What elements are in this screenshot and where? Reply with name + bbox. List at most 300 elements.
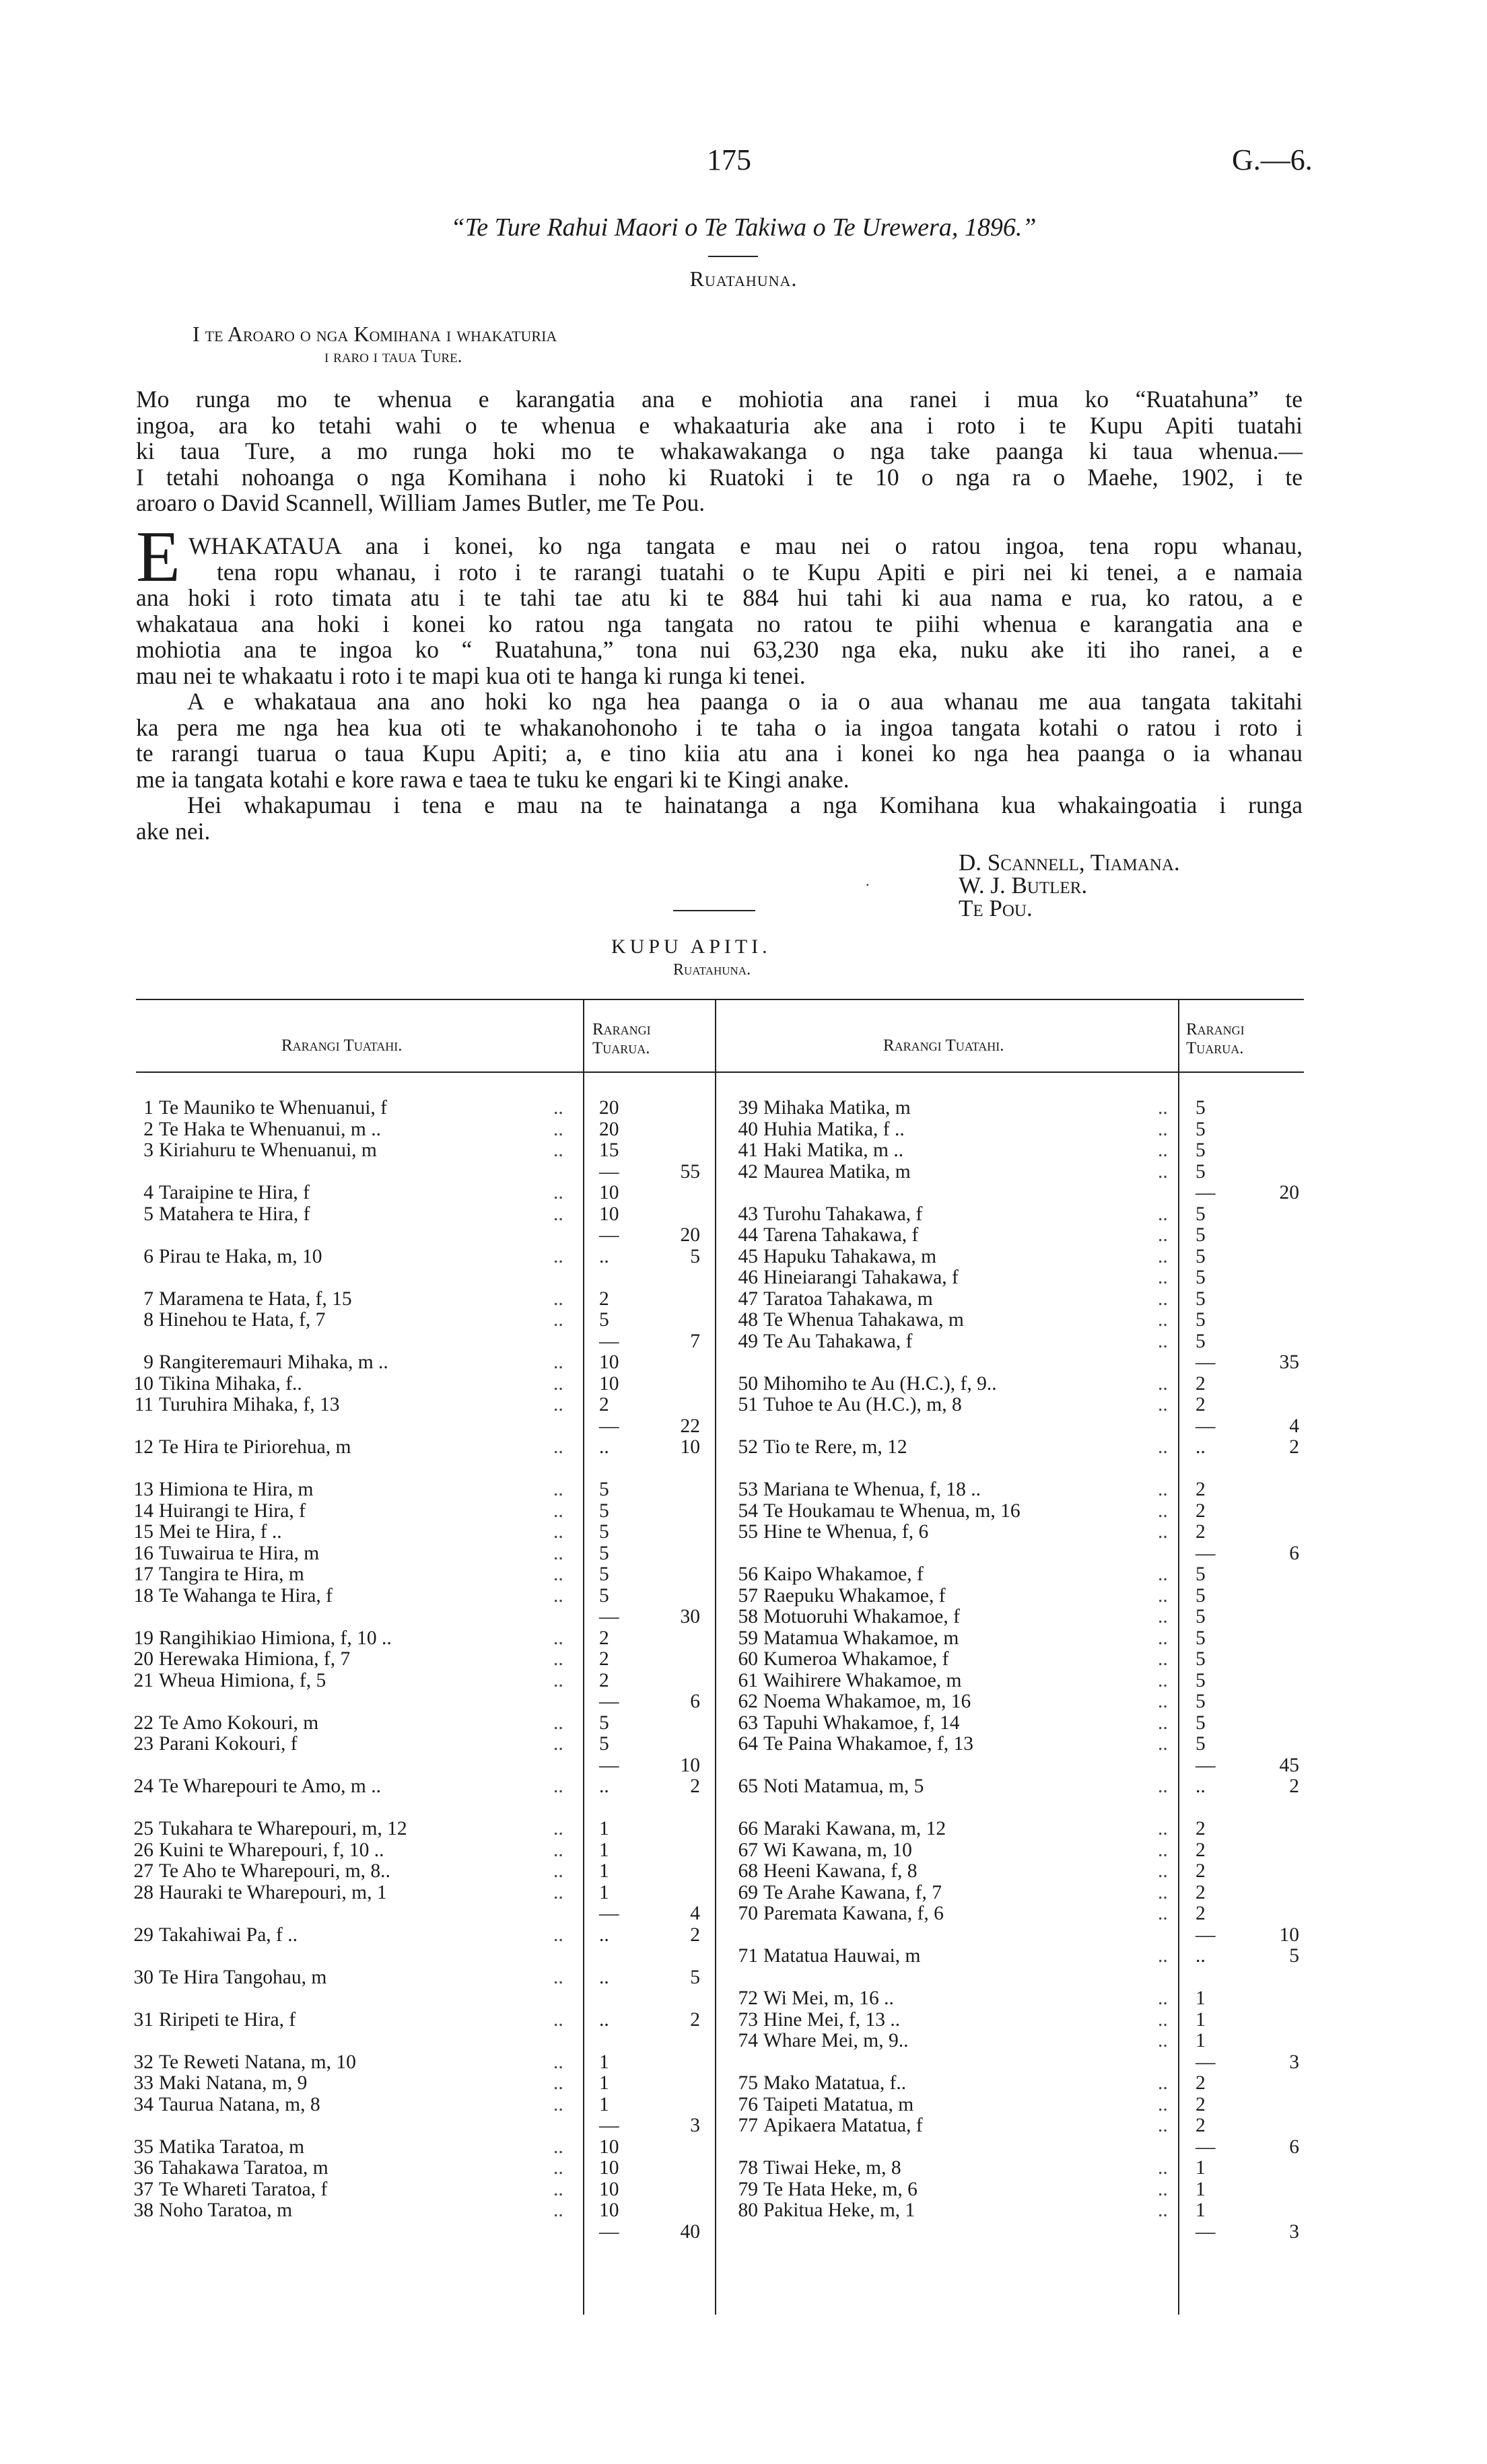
entry-number: 76 <box>738 2093 758 2115</box>
leader-dots: .. <box>553 1394 563 1415</box>
leader-dots: .. <box>1158 1818 1168 1839</box>
entry-share: 10 <box>599 2178 619 2200</box>
entry-number: 77 <box>738 2115 758 2136</box>
entry-share: 20 <box>599 1118 619 1140</box>
entry-share: .. <box>1196 1775 1206 1797</box>
leader-dots: .. <box>1158 2157 1168 2179</box>
subtotal-dash: — <box>599 1606 619 1627</box>
entry-total: 2 <box>690 1924 700 1946</box>
entry-share: 5 <box>1196 1160 1206 1183</box>
entry-name: Turohu Tahakawa, f <box>763 1203 923 1225</box>
entry-number: 36 <box>133 2157 153 2179</box>
entry-total: 5 <box>690 1245 700 1267</box>
leader-dots: .. <box>1158 1203 1168 1225</box>
page-number: 175 <box>707 143 751 176</box>
entry-name: Waihirere Whakamoe, m <box>763 1669 962 1691</box>
leader-dots: .. <box>553 1839 563 1861</box>
leader-dots: .. <box>553 1351 563 1373</box>
entry-name: Motuoruhi Whakamoe, f <box>763 1606 960 1627</box>
entry-share: 1 <box>1196 2157 1206 2179</box>
entry-name: Te Houkamau te Whenua, m, 16 <box>763 1500 1021 1522</box>
entry-share: 2 <box>1196 2093 1206 2115</box>
entry-number: 74 <box>738 2030 758 2051</box>
entry-share: 2 <box>1196 1839 1206 1861</box>
entry-share: 10 <box>599 2157 619 2179</box>
entry-number: 18 <box>133 1584 153 1607</box>
entry-share: 5 <box>1196 1691 1206 1712</box>
entry-number: 27 <box>133 1860 153 1882</box>
entry-number: 23 <box>133 1733 153 1755</box>
entry-share: 5 <box>1196 1203 1206 1225</box>
leader-dots: .. <box>553 1712 563 1734</box>
subtotal-dash: — <box>1196 2136 1216 2158</box>
entry-number: 10 <box>133 1372 153 1395</box>
entry-share: 5 <box>599 1521 609 1543</box>
entry-number: 61 <box>738 1669 758 1691</box>
entry-share: 1 <box>1196 1987 1206 2009</box>
entry-name: Tuhoe te Au (H.C.), m, 8 <box>763 1394 962 1415</box>
schedule-subtitle: Ruatahuna. <box>673 961 751 979</box>
leader-dots: .. <box>1158 1394 1168 1415</box>
entry-name: Turuhira Mihaka, f, 13 <box>159 1394 340 1415</box>
leader-dots: .. <box>553 1627 563 1649</box>
entry-total: 30 <box>680 1606 700 1627</box>
entry-name: Maramena te Hata, f, 15 <box>159 1288 352 1310</box>
entry-number: 2 <box>143 1118 153 1140</box>
entry-number: 42 <box>738 1160 758 1183</box>
entry-name: Hine Mei, f, 13 .. <box>763 2008 901 2031</box>
leader-dots: .. <box>553 2051 563 2073</box>
entry-number: 25 <box>133 1818 153 1839</box>
entry-number: 71 <box>738 1945 758 1967</box>
entry-total: 2 <box>690 1775 700 1797</box>
entry-name: Te Whareti Taratoa, f <box>159 2178 328 2200</box>
p2-line: ana hoki i roto timata atu i te tahi tae atu ki te 884 hui tahi ki aua nama e rua, ko ratou, a e <box>136 584 1303 611</box>
entry-total: 3 <box>690 2115 700 2136</box>
entry-share: 5 <box>599 1500 609 1522</box>
entry-number: 67 <box>738 1839 758 1861</box>
leader-dots: .. <box>553 2136 563 2158</box>
signature-te-pou: Te Pou. <box>959 895 1033 921</box>
entry-name: Kaipo Whakamoe, f <box>763 1563 924 1585</box>
header-list-2-left-b: Tuarua. <box>592 1039 650 1057</box>
entry-number: 45 <box>738 1245 758 1267</box>
leader-dots: .. <box>553 2157 563 2179</box>
entry-share: 5 <box>599 1733 609 1755</box>
header-list-2-left-a: Rarangi <box>592 1020 651 1039</box>
entry-number: 62 <box>738 1691 758 1712</box>
table-header-rule <box>136 1071 1304 1073</box>
entry-total: 20 <box>1279 1182 1299 1203</box>
leader-dots: .. <box>1158 1584 1168 1607</box>
leader-dots: .. <box>1158 1479 1168 1500</box>
leader-dots: .. <box>1158 1521 1168 1543</box>
entry-number: 47 <box>738 1288 758 1310</box>
entry-number: 65 <box>738 1775 758 1797</box>
leader-dots: .. <box>1158 2072 1168 2094</box>
leader-dots: .. <box>1158 1627 1168 1649</box>
entry-number: 15 <box>133 1521 153 1543</box>
entry-total: 6 <box>690 1691 700 1712</box>
leader-dots: .. <box>1158 1691 1168 1712</box>
entry-number: 75 <box>738 2072 758 2094</box>
entry-number: 26 <box>133 1839 153 1861</box>
entry-name: Hinehou te Hata, f, 7 <box>159 1309 326 1331</box>
table-divider-2 <box>715 999 716 2315</box>
leader-dots: .. <box>1158 2030 1168 2051</box>
entry-total: 10 <box>680 1436 700 1458</box>
entry-number: 35 <box>133 2136 153 2158</box>
entry-name: Tiwai Heke, m, 8 <box>763 2157 901 2179</box>
entry-number: 54 <box>738 1500 758 1522</box>
leader-dots: .. <box>553 1733 563 1755</box>
entry-share: 2 <box>1196 1394 1206 1415</box>
preamble-line-1: I te Aroaro o nga Komihana i whakaturia <box>193 322 557 346</box>
p2-first-line: tena ropu whanau, i roto i te rarangi tuatahi o te Kupu Apiti e piri nei ki tenei, a e namaia <box>217 558 1303 586</box>
entry-number: 70 <box>738 1903 758 1924</box>
entry-name: Tukahara te Wharepouri, m, 12 <box>159 1818 407 1839</box>
entry-share: 2 <box>1196 2072 1206 2094</box>
entry-number: 79 <box>738 2178 758 2200</box>
entry-number: 21 <box>133 1669 153 1691</box>
header-list-2-right-b: Tuarua. <box>1186 1039 1244 1057</box>
p1-line: Mo runga mo te whenua e karangatia ana e mohiotia ana ranei i mua ko “Ruatahuna” te <box>136 386 1303 413</box>
entry-number: 5 <box>143 1203 153 1225</box>
leader-dots: .. <box>1158 1436 1168 1458</box>
entry-name: Matatua Hauwai, m <box>763 1945 921 1967</box>
entry-share: 5 <box>599 1584 609 1607</box>
entry-name: Mako Matatua, f.. <box>763 2072 907 2094</box>
p1-line: ki taua Ture, a mo runga hoki mo te whakawakanga o nga take paanga ki taua whenua.— <box>136 437 1303 464</box>
entry-number: 33 <box>133 2072 153 2094</box>
leader-dots: .. <box>1158 1372 1168 1395</box>
p3-line: me ia tangata kotahi e kore rawa e taea te tuku ke engari ki te Kingi anake. <box>136 765 850 793</box>
entry-number: 69 <box>738 1881 758 1903</box>
entry-name: Matika Taratoa, m <box>159 2136 305 2158</box>
entry-name: Te Haka te Whenuanui, m .. <box>159 1118 381 1140</box>
leader-dots: .. <box>553 1182 563 1203</box>
subtotal-dash: — <box>1196 1415 1216 1437</box>
p2-first-line: WHAKATAUA ana i konei, ko nga tangata e mau nei o ratou ingoa, tena ropu whanau, <box>188 532 1303 559</box>
entry-name: Raepuku Whakamoe, f <box>763 1584 946 1607</box>
leader-dots: .. <box>1158 1309 1168 1331</box>
entry-share: .. <box>599 2008 609 2031</box>
entry-total: 3 <box>1289 2220 1299 2243</box>
subtotal-dash: — <box>599 1903 619 1924</box>
subtotal-dash: — <box>599 2115 619 2136</box>
leader-dots: .. <box>553 1097 563 1119</box>
leader-dots: .. <box>1158 1139 1168 1161</box>
p3-line: te rarangi tuarua o taua Kupu Apiti; a, e tino kiia atu ana i konei ko nga hea paanga o ia whanau <box>136 740 1303 767</box>
entry-share: 5 <box>1196 1267 1206 1288</box>
entry-name: Haki Matika, m .. <box>763 1139 904 1161</box>
entry-share: 2 <box>1196 1860 1206 1882</box>
subtotal-dash: — <box>1196 1182 1216 1203</box>
entry-share: 2 <box>599 1288 609 1310</box>
entry-total: 4 <box>690 1903 700 1924</box>
entry-name: Te Arahe Kawana, f, 7 <box>763 1881 942 1903</box>
entry-share: 2 <box>1196 1881 1206 1903</box>
entry-number: 46 <box>738 1267 758 1288</box>
leader-dots: .. <box>1158 1160 1168 1183</box>
entry-total: 2 <box>1289 1436 1299 1458</box>
entry-number: 12 <box>133 1436 153 1458</box>
entry-share: 2 <box>1196 1479 1206 1500</box>
leader-dots: .. <box>1158 1903 1168 1924</box>
entry-number: 28 <box>133 1881 153 1903</box>
entry-name: Wheua Himiona, f, 5 <box>159 1669 326 1691</box>
entry-name: Te Wahanga te Hira, f <box>159 1584 333 1607</box>
entry-number: 64 <box>738 1733 758 1755</box>
leader-dots: .. <box>553 2008 563 2031</box>
p2-line: mau nei te whakaatu i roto i te mapi kua oti te hanga ki runga ki tenei. <box>136 662 806 689</box>
entry-name: Heeni Kawana, f, 8 <box>763 1860 918 1882</box>
leader-dots: .. <box>553 1479 563 1500</box>
entry-name: Te Hata Heke, m, 6 <box>763 2178 918 2200</box>
entry-name: Te Hira Tangohau, m <box>159 1966 327 1988</box>
entry-number: 19 <box>133 1627 153 1649</box>
entry-number: 20 <box>133 1648 153 1670</box>
leader-dots: .. <box>1158 1712 1168 1734</box>
entry-share: 1 <box>1196 2199 1206 2221</box>
entry-total: 10 <box>1279 1924 1299 1946</box>
leader-dots: .. <box>1158 1563 1168 1585</box>
leader-dots: .. <box>553 1563 563 1585</box>
entry-name: Te Hira te Piriorehua, m <box>159 1436 351 1458</box>
leader-dots: .. <box>553 1372 563 1395</box>
subtotal-dash: — <box>599 2220 619 2243</box>
entry-share: 5 <box>1196 1288 1206 1310</box>
entry-share: .. <box>1196 1945 1206 1967</box>
entry-name: Tuwairua te Hira, m <box>159 1542 320 1564</box>
entry-number: 44 <box>738 1224 758 1246</box>
entry-total: 5 <box>690 1966 700 1988</box>
leader-dots: .. <box>1158 2093 1168 2115</box>
entry-name: Tapuhi Whakamoe, f, 14 <box>763 1712 960 1734</box>
entry-total: 40 <box>680 2220 700 2243</box>
p1-line: I tetahi nohoanga o nga Komihana i noho ki Ruatoki i te 10 o nga ra o Maehe, 1902, i te <box>136 463 1303 491</box>
entry-number: 16 <box>133 1542 153 1564</box>
drop-cap: E <box>136 517 180 597</box>
block-name: Ruatahuna. <box>689 267 798 291</box>
leader-dots: .. <box>553 1584 563 1607</box>
subtotal-dash: — <box>1196 1754 1216 1776</box>
leader-dots: .. <box>1158 1267 1168 1288</box>
subtotal-dash: — <box>1196 1542 1216 1564</box>
entry-share: 2 <box>1196 1521 1206 1543</box>
leader-dots: .. <box>1158 1775 1168 1797</box>
entry-share: 10 <box>599 1372 619 1395</box>
entry-number: 11 <box>134 1394 153 1415</box>
entry-share: 2 <box>1196 1372 1206 1395</box>
entry-share: 5 <box>599 1712 609 1734</box>
entry-name: Kiriahuru te Whenuanui, m <box>159 1139 377 1161</box>
leader-dots: .. <box>1158 2199 1168 2221</box>
leader-dots: .. <box>553 1139 563 1161</box>
subtotal-dash: — <box>1196 1351 1216 1373</box>
entry-share: .. <box>599 1966 609 1988</box>
entry-number: 53 <box>738 1479 758 1500</box>
entry-share: 5 <box>1196 1733 1206 1755</box>
entry-share: 5 <box>599 1309 609 1331</box>
p4-line: ake nei. <box>136 817 211 845</box>
entry-number: 8 <box>143 1309 153 1331</box>
entry-share: 10 <box>599 2136 619 2158</box>
entry-name: Te Mauniko te Whenuanui, f <box>159 1097 388 1119</box>
leader-dots: .. <box>553 1924 563 1946</box>
signature-dot: . <box>866 872 870 889</box>
signature-chairman: D. Scannell, Tiamana. <box>959 849 1180 876</box>
entry-name: Te Au Tahakawa, f <box>763 1330 913 1352</box>
p3-line: ka pera me nga hea kua oti te whakanohonoho i te taha o ia ingoa tangata kotahi o ratou i roto i <box>136 713 1303 741</box>
entry-total: 45 <box>1279 1754 1299 1776</box>
p1-line: ingoa, ara ko tetahi wahi o te whenua e whakaaturia ake ana i roto i te Kupu Apiti tuatahi <box>136 411 1303 439</box>
subtotal-dash: — <box>599 1691 619 1712</box>
entry-share: 5 <box>1196 1245 1206 1267</box>
entry-share: 1 <box>599 2072 609 2094</box>
leader-dots: .. <box>1158 1224 1168 1246</box>
leader-dots: .. <box>553 1288 563 1310</box>
entry-name: Matamua Whakamoe, m <box>763 1627 959 1649</box>
entry-number: 60 <box>738 1648 758 1670</box>
entry-total: 2 <box>690 2008 700 2031</box>
entry-share: 5 <box>599 1563 609 1585</box>
entry-name: Hine te Whenua, f, 6 <box>763 1521 929 1543</box>
leader-dots: .. <box>1158 2008 1168 2031</box>
entry-share: 1 <box>1196 2008 1206 2031</box>
leader-dots: .. <box>1158 1500 1168 1522</box>
subtotal-dash: — <box>1196 1924 1216 1946</box>
entry-name: Mihomiho te Au (H.C.), f, 9.. <box>763 1372 997 1395</box>
entry-name: Noho Taratoa, m <box>159 2199 293 2221</box>
schedule-title: KUPU APITI. <box>611 936 771 958</box>
entry-name: Parani Kokouri, f <box>159 1733 298 1755</box>
entry-share: 2 <box>1196 1500 1206 1522</box>
leader-dots: .. <box>553 1881 563 1903</box>
entry-number: 37 <box>133 2178 153 2200</box>
entry-share: 1 <box>599 1860 609 1882</box>
entry-share: 10 <box>599 1203 619 1225</box>
entry-share: .. <box>599 1245 609 1267</box>
leader-dots: .. <box>1158 1288 1168 1310</box>
entry-share: 5 <box>1196 1712 1206 1734</box>
entry-number: 50 <box>738 1372 758 1395</box>
entry-total: 6 <box>1289 2136 1299 2158</box>
leader-dots: .. <box>553 1542 563 1564</box>
entry-name: Te Wharepouri te Amo, m .. <box>159 1775 382 1797</box>
leader-dots: .. <box>553 2199 563 2221</box>
entry-share: 5 <box>1196 1606 1206 1627</box>
entry-number: 30 <box>133 1966 153 1988</box>
entry-number: 34 <box>133 2093 153 2115</box>
entry-share: 5 <box>1196 1648 1206 1670</box>
leader-dots: .. <box>1158 1839 1168 1861</box>
p4-line: Hei whakapumau i tena e mau na te hainatanga a nga Komihana kua whakaingoatia i runga <box>187 791 1303 818</box>
leader-dots: .. <box>553 1966 563 1988</box>
entry-number: 9 <box>143 1351 153 1373</box>
entry-number: 72 <box>738 1987 758 2009</box>
subtotal-dash: — <box>599 1224 619 1246</box>
entry-name: Wi Kawana, m, 10 <box>763 1839 912 1861</box>
leader-dots: .. <box>553 1203 563 1225</box>
entry-total: 6 <box>1289 1542 1299 1564</box>
entry-total: 20 <box>680 1224 700 1246</box>
entry-name: Paremata Kawana, f, 6 <box>763 1903 944 1924</box>
entry-name: Maurea Matika, m <box>763 1160 911 1183</box>
entry-number: 66 <box>738 1818 758 1839</box>
entry-total: 4 <box>1289 1415 1299 1437</box>
leader-dots: .. <box>1158 1648 1168 1670</box>
entry-share: 5 <box>1196 1224 1206 1246</box>
entry-name: Te Paina Whakamoe, f, 13 <box>763 1733 973 1755</box>
entry-name: Noti Matamua, m, 5 <box>763 1775 924 1797</box>
entry-number: 59 <box>738 1627 758 1649</box>
entry-share: 5 <box>1196 1669 1206 1691</box>
leader-dots: .. <box>553 1118 563 1140</box>
entry-total: 55 <box>680 1160 700 1183</box>
leader-dots: .. <box>1158 1118 1168 1140</box>
entry-name: Te Amo Kokouri, m <box>159 1712 319 1734</box>
entry-share: 5 <box>1196 1139 1206 1161</box>
entry-number: 1 <box>143 1097 153 1119</box>
entry-share: 2 <box>599 1394 609 1415</box>
act-title: “Te Ture Rahui Maori o Te Takiwa o Te Urewera, 1896.” <box>450 213 1037 242</box>
p3-line: A e whakataua ana ano hoki ko nga hea paanga o ia o aua whanau me aua tangata takitahi <box>187 688 1303 715</box>
entry-name: Apikaera Matatua, f <box>763 2115 923 2136</box>
entry-share: 1 <box>599 1839 609 1861</box>
entry-name: Te Whenua Tahakawa, m <box>763 1309 964 1331</box>
entry-number: 43 <box>738 1203 758 1225</box>
entry-number: 7 <box>143 1288 153 1310</box>
entry-number: 24 <box>133 1775 153 1797</box>
entry-share: 10 <box>599 2199 619 2221</box>
entry-number: 29 <box>133 1924 153 1946</box>
entry-share: 2 <box>599 1669 609 1691</box>
entry-share: 2 <box>1196 2115 1206 2136</box>
leader-dots: .. <box>1158 1987 1168 2009</box>
entry-name: Taratoa Tahakawa, m <box>763 1288 933 1310</box>
leader-dots: .. <box>553 1436 563 1458</box>
entry-name: Wi Mei, m, 16 .. <box>763 1987 894 2009</box>
entry-name: Herewaka Himiona, f, 7 <box>159 1648 351 1670</box>
entry-number: 55 <box>738 1521 758 1543</box>
entry-name: Matahera te Hira, f <box>159 1203 310 1225</box>
entry-total: 10 <box>680 1754 700 1776</box>
entry-number: 51 <box>738 1394 758 1415</box>
entry-share: 1 <box>1196 2030 1206 2051</box>
entry-number: 32 <box>133 2051 153 2073</box>
entry-name: Tangira te Hira, m <box>159 1563 304 1585</box>
entry-name: Mariana te Whenua, f, 18 .. <box>763 1479 981 1500</box>
entry-number: 63 <box>738 1712 758 1734</box>
entry-share: 1 <box>599 2093 609 2115</box>
entry-name: Taurua Natana, m, 8 <box>159 2093 320 2115</box>
entry-total: 22 <box>680 1415 700 1437</box>
signature-rule <box>673 910 755 911</box>
entry-share: 2 <box>1196 1818 1206 1839</box>
subtotal-dash: — <box>599 1330 619 1352</box>
preamble-line-2: i raro i taua Ture. <box>324 346 462 366</box>
entry-name: Pirau te Haka, m, 10 <box>159 1245 322 1267</box>
header-list-2-right-a: Rarangi <box>1186 1020 1245 1039</box>
entry-number: 68 <box>738 1860 758 1882</box>
entry-number: 13 <box>133 1479 153 1500</box>
entry-number: 6 <box>143 1245 153 1267</box>
entry-number: 22 <box>133 1712 153 1734</box>
leader-dots: .. <box>1158 1097 1168 1119</box>
leader-dots: .. <box>1158 1945 1168 1967</box>
entry-name: Riripeti te Hira, f <box>159 2008 296 2031</box>
